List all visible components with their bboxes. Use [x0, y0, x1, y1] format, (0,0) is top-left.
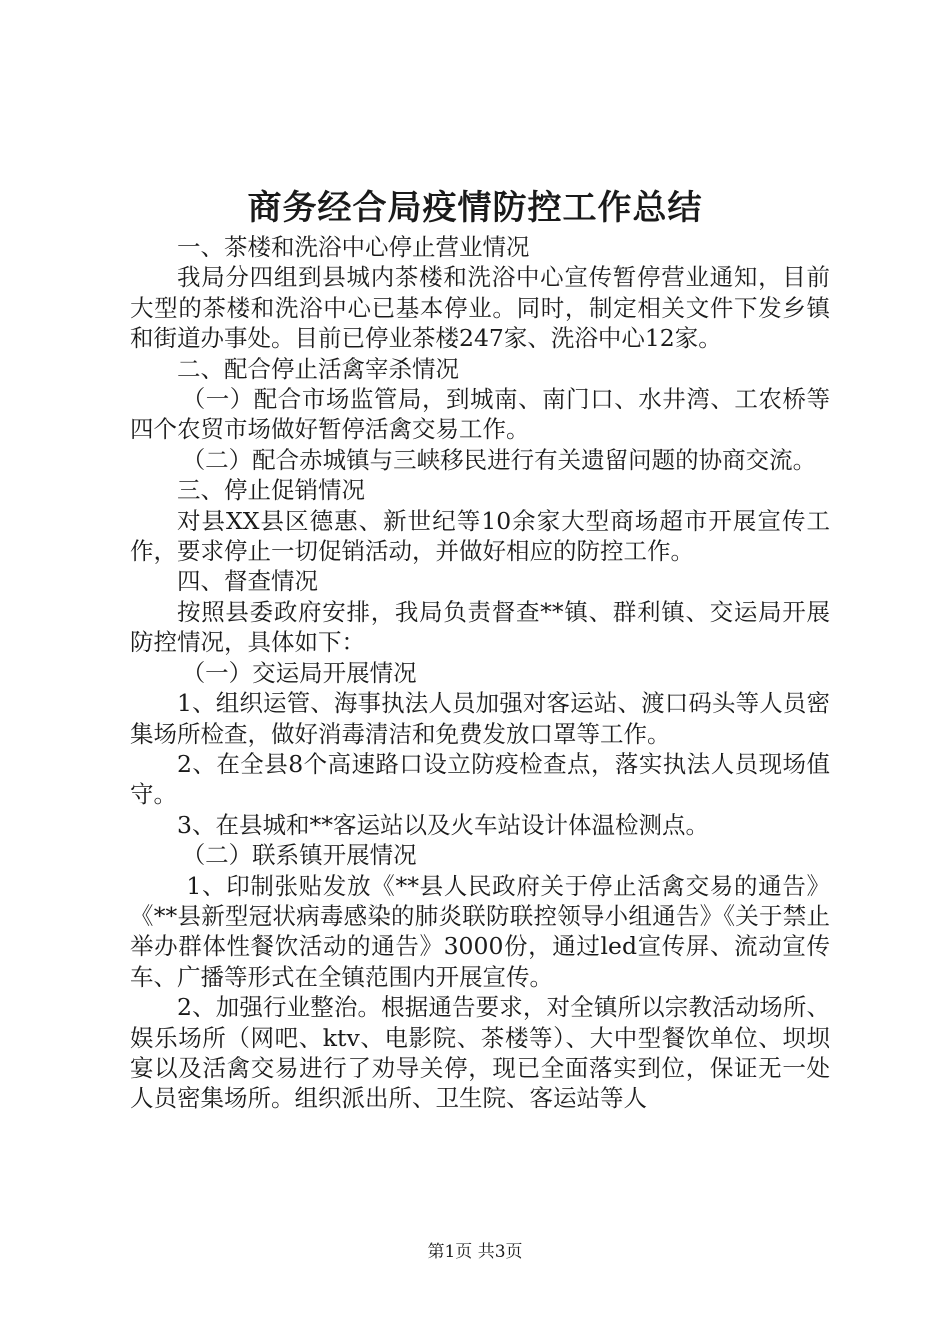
section-heading: 三、停止促销情况: [177, 476, 365, 505]
paragraph: 1、印制张贴发放《**县人民政府关于停止活禽交易的通告》《**县新型冠状病毒感染的肺炎联防联控领导小组通告》《关于禁止举办群体性餐饮活动的通告》3000份，通过led宣传屏、流动宣传车、广播等形式在全镇范围内开展宣传。: [130, 871, 830, 991]
paragraph: 按照县委政府安排，我局负责督查**镇、群利镇、交运局开展防控情况，具体如下：: [130, 597, 830, 657]
document-title: 商务经合局疫情防控工作总结: [247, 188, 703, 228]
subsection-heading: （二）联系镇开展情况: [181, 841, 417, 870]
paragraph: （一）配合市场监管局，到城南、南门口、水井湾、工农桥等四个农贸市场做好暂停活禽交易工作。: [130, 385, 830, 444]
paragraph: 2、在全县8个高速路口设立防疫检查点，落实执法人员现场值守。: [130, 749, 830, 809]
paragraph: 1、组织运管、海事执法人员加强对客运站、渡口码头等人员密集场所检查，做好消毒清洁和免费发放口罩等工作。: [130, 689, 830, 748]
page-footer: 第1页 共3页: [427, 1242, 523, 1262]
paragraph: 我局分四组到县城内茶楼和洗浴中心宣传暂停营业通知，目前大型的茶楼和洗浴中心已基本停业。同时，制定相关文件下发乡镇和街道办事处。目前已停业茶楼247家、洗浴中心12家。: [130, 263, 830, 353]
paragraph: （二）配合赤城镇与三峡移民进行有关遗留问题的协商交流。: [181, 445, 817, 474]
subsection-heading: （一）交运局开展情况: [181, 658, 417, 687]
paragraph: 对县XX县区德惠、新世纪等10余家大型商场超市开展宣传工作，要求停止一切促销活动，并做好相应的防控工作。: [130, 506, 830, 566]
section-heading: 二、配合停止活禽宰杀情况: [177, 354, 459, 383]
paragraph: 3、在县城和**客运站以及火车站设计体温检测点。: [177, 810, 709, 839]
section-heading: 一、茶楼和洗浴中心停止营业情况: [177, 233, 530, 261]
paragraph: 2、加强行业整治。根据通告要求，对全镇所以宗教活动场所、娱乐场所（网吧、ktv、电影院、茶楼等）、大中型餐饮单位、坝坝宴以及活禽交易进行了劝导关停，现已全面落实到位，保证无一处人员密集场所。组织派出所、卫生院、客运站等人: [130, 993, 830, 1113]
document-body: [130, 232, 830, 1114]
section-heading: 四、督查情况: [177, 567, 318, 596]
